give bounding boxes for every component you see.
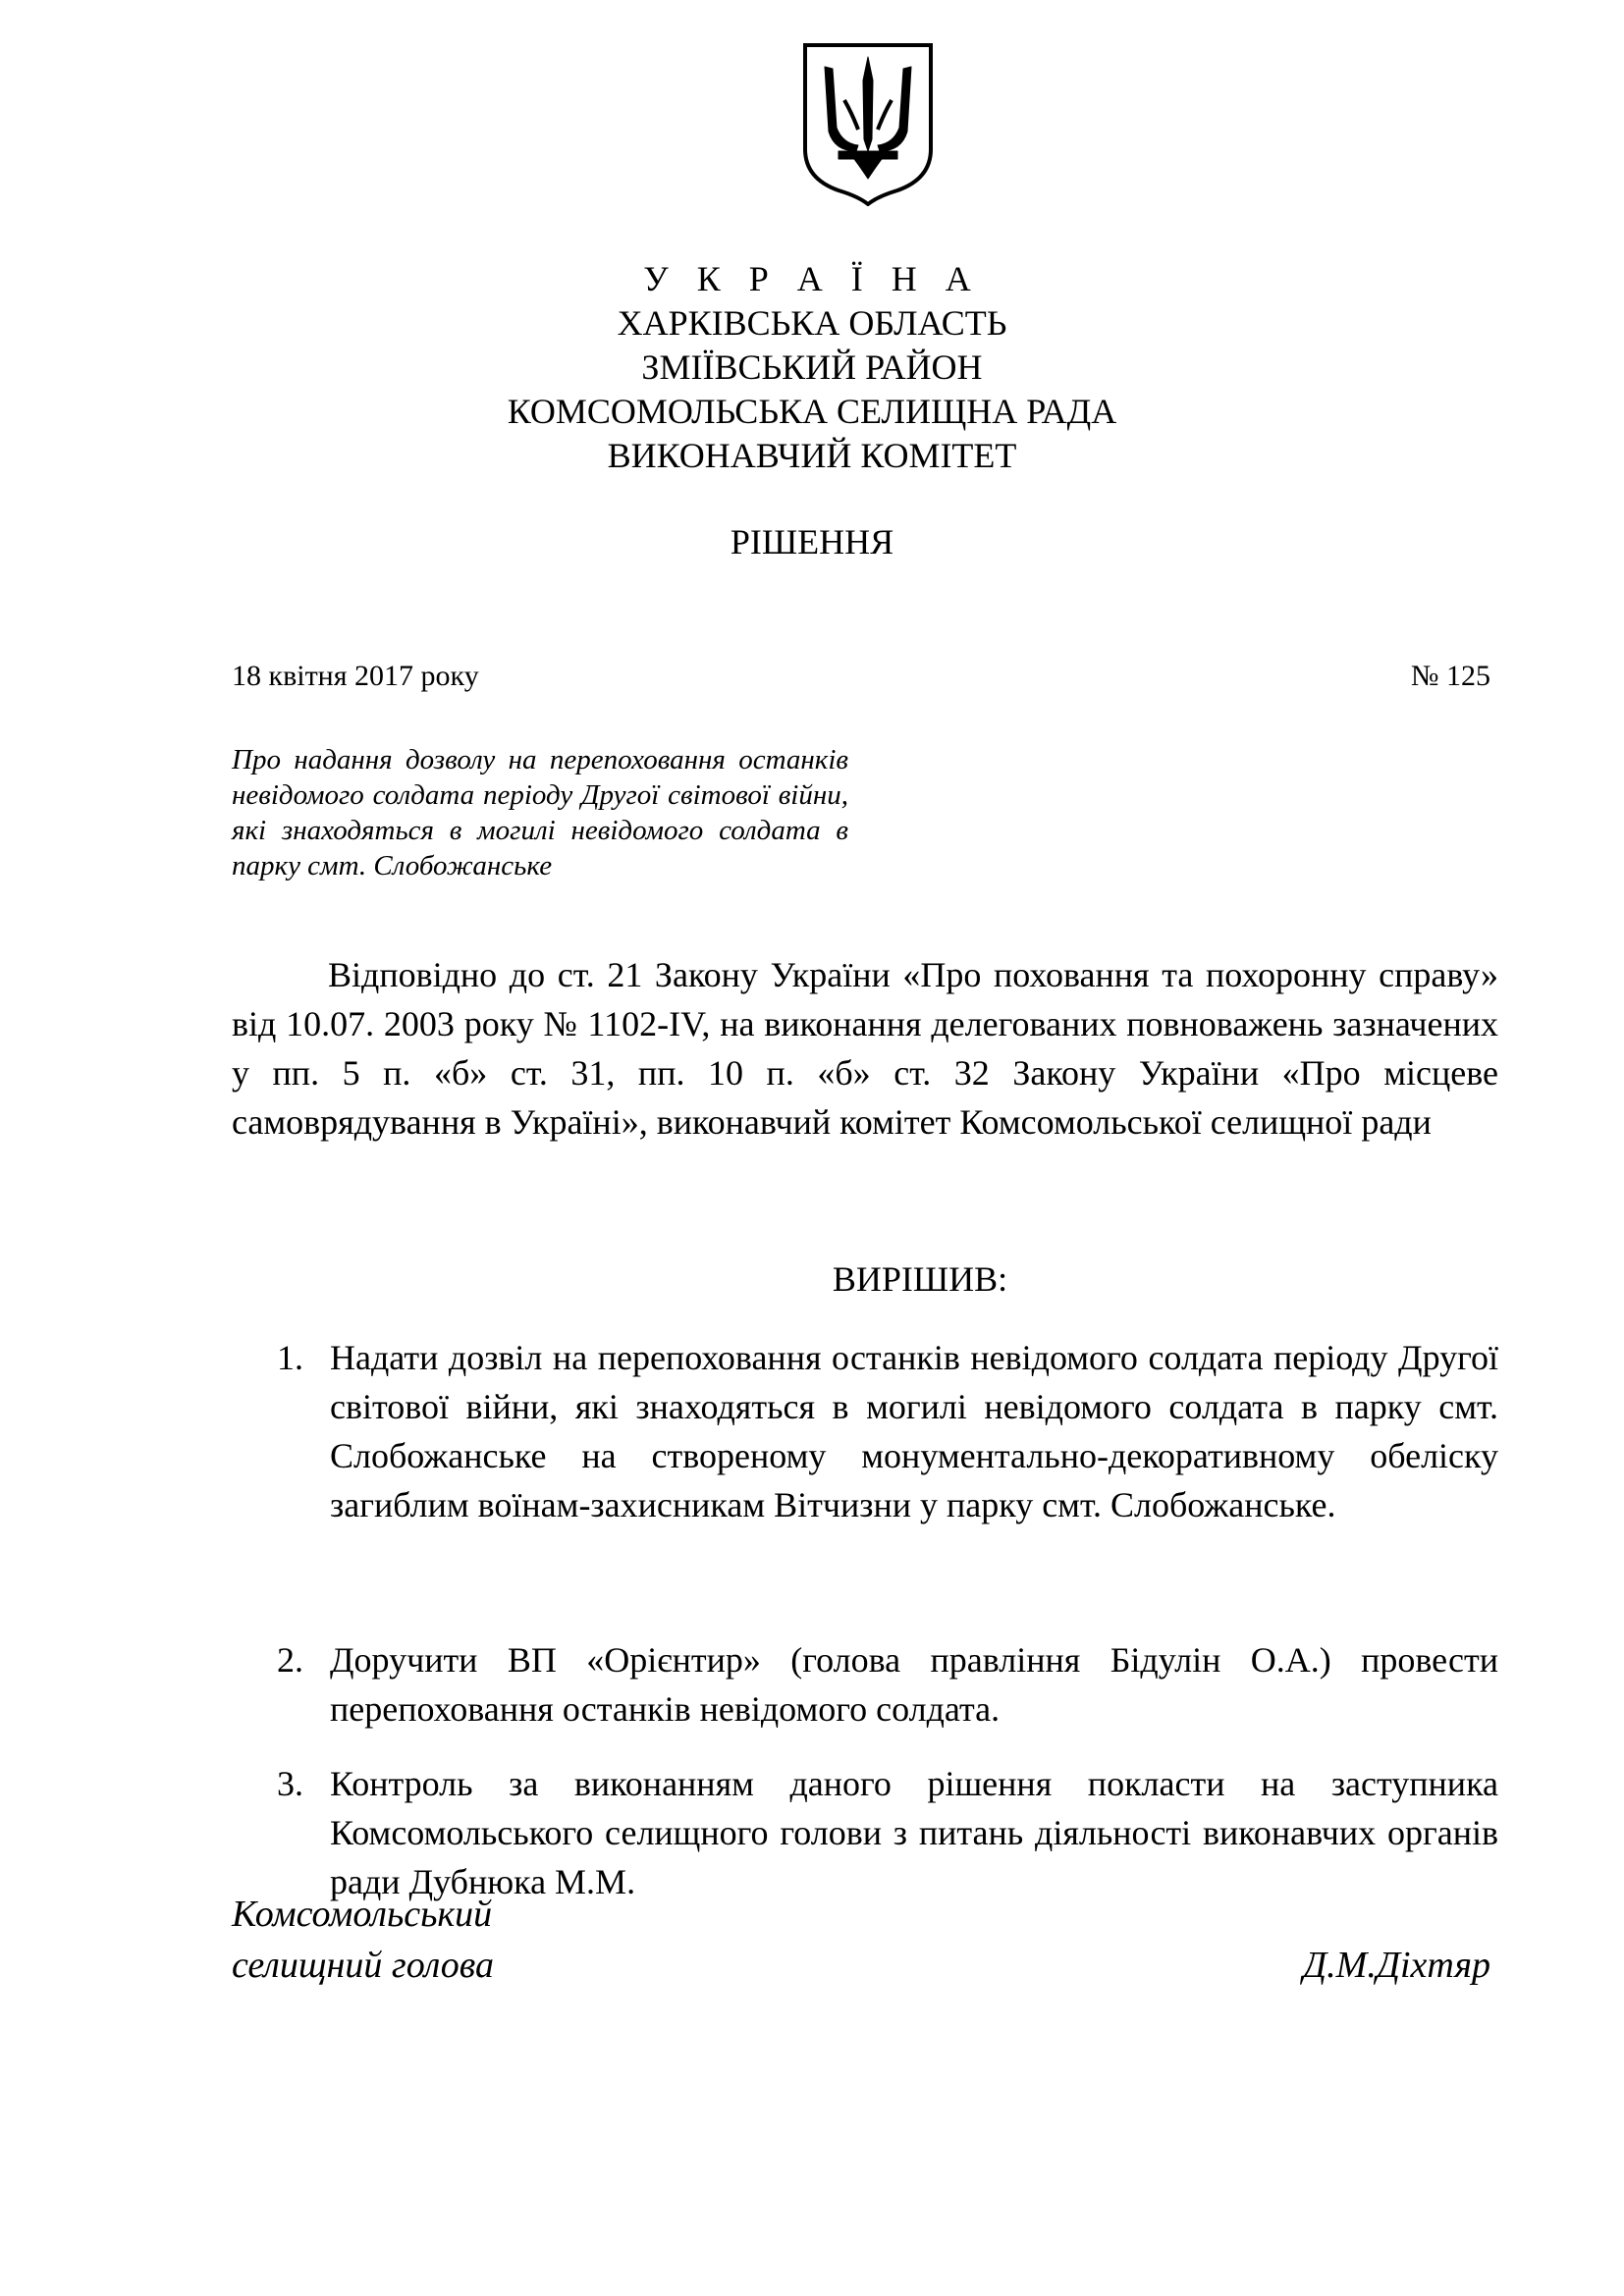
item-number: 2.: [277, 1640, 303, 1680]
item-text: Надати дозвіл на перепоховання останків невідомого солдата періоду Другої світової війни, які знаходяться в могилі невідомого солдата в парку смт. Слобожанське на створеному монументально-декоративному обеліску загиблим воїнам-захисникам Вітчизни у парку смт. Слобожанське.: [330, 1338, 1498, 1524]
resolved-heading: ВИРІШИВ:: [832, 1259, 1008, 1299]
document-subject: Про надання дозволу на перепоховання останків невідомого солдата періоду Другої світової війни, які знаходяться в могилі невідомого солдата в парку смт. Слобожанське: [232, 744, 848, 881]
header-country: У К Р А Ї Н А: [643, 259, 981, 298]
header-council: КОМСОМОЛЬСЬКА СЕЛИЩНА РАДА: [507, 392, 1117, 431]
header-committee: ВИКОНАВЧИЙ КОМІТЕТ: [607, 436, 1017, 475]
trident-emblem-icon: [799, 41, 937, 206]
item-number: 3.: [277, 1764, 303, 1803]
item-text: Контроль за виконанням даного рішення покласти на заступника Комсомольського селищного голови з питань діяльності виконавчих органів ради Дубнюка М.М.: [330, 1764, 1498, 1901]
document-title: РІШЕННЯ: [730, 522, 894, 561]
item-number: 1.: [277, 1338, 303, 1377]
signatory-position-line1: Комсомольський: [232, 1894, 493, 1935]
preamble-paragraph: Відповідно до ст. 21 Закону України «Про поховання та похоронну справу» від 10.07. 2003 року № 1102-IV, на виконання делегованих повноважень зазначених у пп. 5 п. «б» ст. 31, пп. 10 п. «б» ст. 32 Закону України «Про місцеве самоврядування в Україні», виконавчий комітет Комсомольської селищної ради: [232, 955, 1498, 1142]
item-text: Доручити ВП «Орієнтир» (голова правління Бідулін О.А.) провести перепоховання останків невідомого солдата.: [330, 1640, 1498, 1729]
document-number: № 125: [1410, 660, 1490, 692]
signatory-position-line2: селищний голова: [232, 1945, 495, 1986]
document-date: 18 квітня 2017 року: [232, 660, 479, 692]
signatory-position: [232, 1889, 494, 1991]
header-district: ЗМІЇВСЬКИЙ РАЙОН: [641, 347, 983, 387]
header-region: ХАРКІВСЬКА ОБЛАСТЬ: [617, 303, 1007, 343]
signatory-name: Д.М.Діхтяр: [1302, 1945, 1490, 1986]
